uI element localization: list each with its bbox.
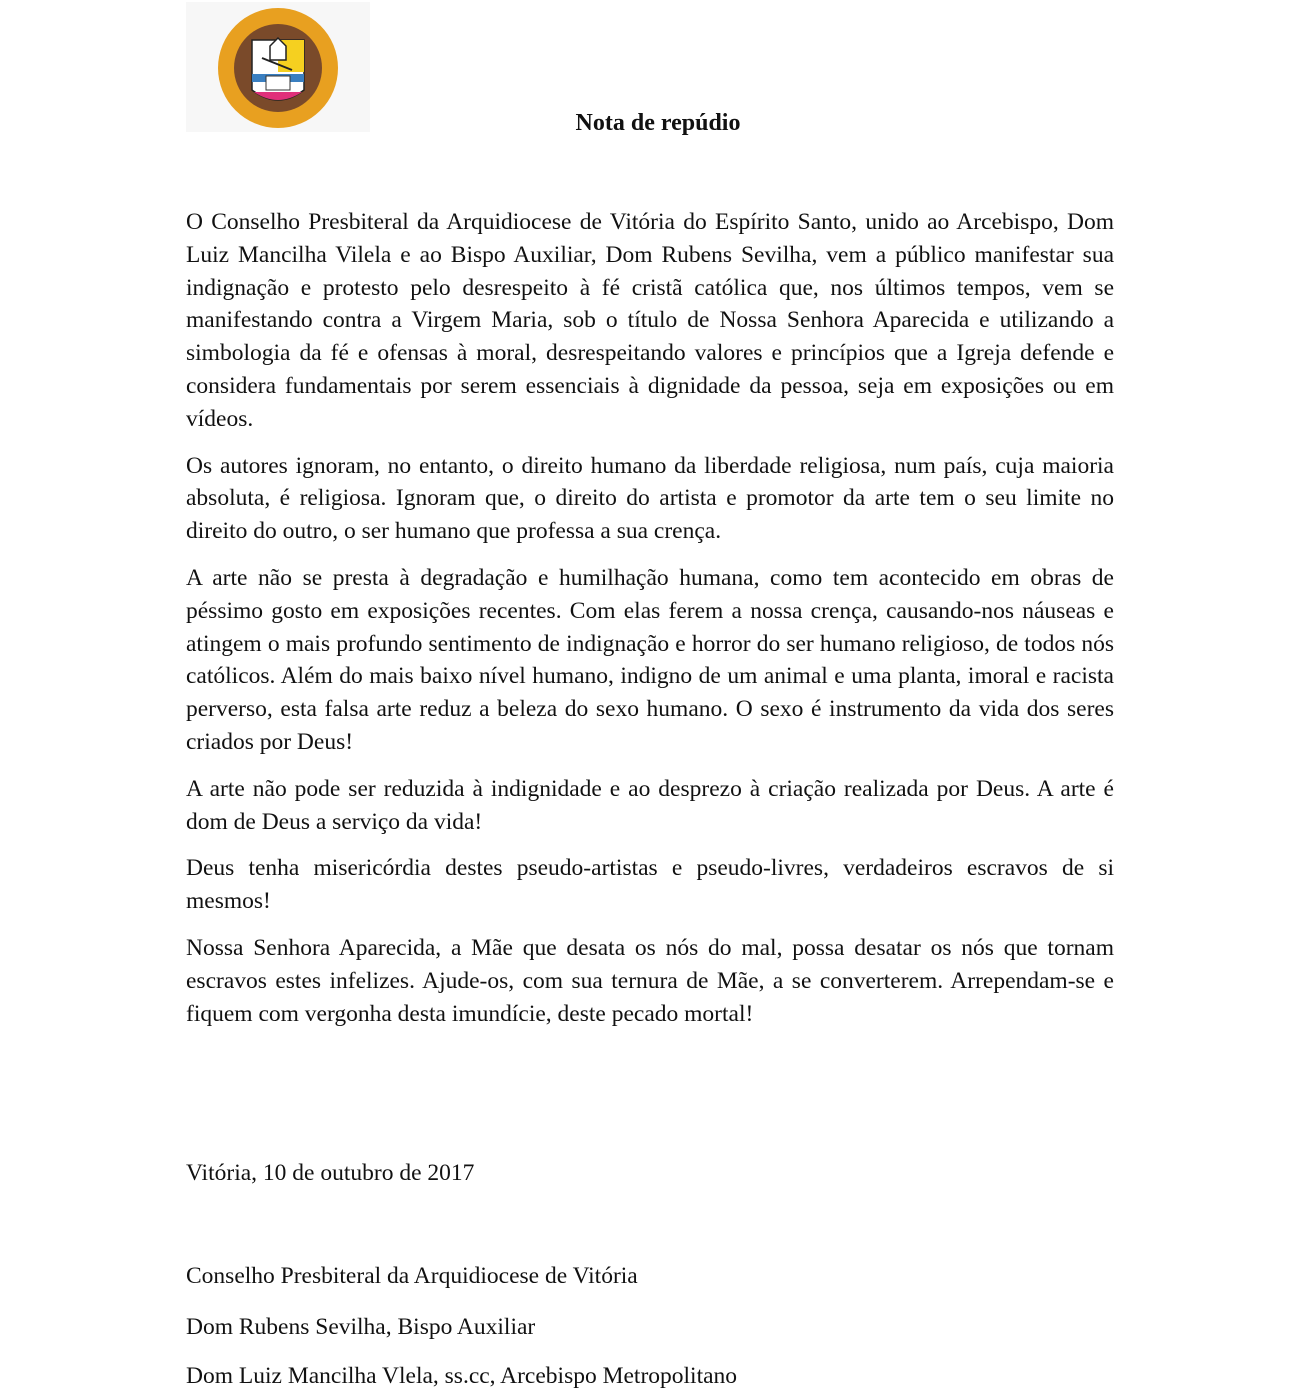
paragraph: Deus tenha misericórdia destes pseudo-artistas e pseudo-livres, verdadeiros escravos de si mesmos! bbox=[186, 855, 1114, 915]
paragraph: A arte não pode ser reduzida à indignidade e ao desprezo à criação realizada por Deus. A arte é dom de Deus a serviço da vida! bbox=[186, 775, 1114, 835]
paragraph: O Conselho Presbiteral da Arquidiocese de Vitória do Espírito Santo, unido ao Arcebispo, Dom Luiz Mancilha Vilela e ao Bispo Auxiliar, Dom Rubens Sevilha, vem a público manifestar sua indignação e protesto pelo desrespeito à fé cristã católica que, nos últimos tempos, vem se manifestando contra a Virgem Maria, sob o título de Nossa Senhora Aparecida e utilizando a simbologia da fé e ofensas à moral, desrespeitando valores e princípios que a Igreja defende e considera fundamentais por serem essenciais à dignidade da pessoa, seja em exposições ou em vídeos. bbox=[186, 209, 1114, 432]
page-title: Nota de repúdio bbox=[575, 110, 741, 136]
paragraph: A arte não se presta à degradação e humilhação humana, como tem acontecido em obras de péssimo gosto em exposições recentes. Com elas ferem a nossa crença, causando-nos náuseas e atingem o mais profundo sentimento de indignação e horror do ser humano religioso, de todos nós católicos. Além do mais baixo nível humano, indigno de um animal e uma planta, imoral e racista perverso, esta falsa arte reduz a beleza do sexo humano. O sexo é instrumento da vida dos seres criados por Deus! bbox=[186, 564, 1114, 755]
signature-council: Conselho Presbiteral da Arquidiocese de Vitória bbox=[186, 1263, 638, 1289]
signature-auxiliary-bishop: Dom Rubens Sevilha, Bispo Auxiliar bbox=[186, 1314, 536, 1340]
paragraph: Nossa Senhora Aparecida, a Mãe que desata os nós do mal, possa desatar os nós que tornam escravos estes infelizes. Ajude-os, com sua ternura de Mãe, a se converterem. Arrependam-se e fiquem com vergonha desta imundície, deste pecado mortal! bbox=[186, 934, 1114, 1027]
letter-body bbox=[186, 206, 1114, 1044]
date-line: Vitória, 10 de outubro de 2017 bbox=[186, 1160, 475, 1186]
paragraph: Os autores ignoram, no entanto, o direito humano da liberdade religiosa, num país, cuja maioria absoluta, é religiosa. Ignoram que, o direito do artista e promotor da arte tem o seu limite no direito do outro, o ser humano que professa a sua crença. bbox=[186, 452, 1114, 545]
signature-archbishop: Dom Luiz Mancilha Vlela, ss.cc, Arcebispo Metropolitano bbox=[186, 1363, 738, 1389]
